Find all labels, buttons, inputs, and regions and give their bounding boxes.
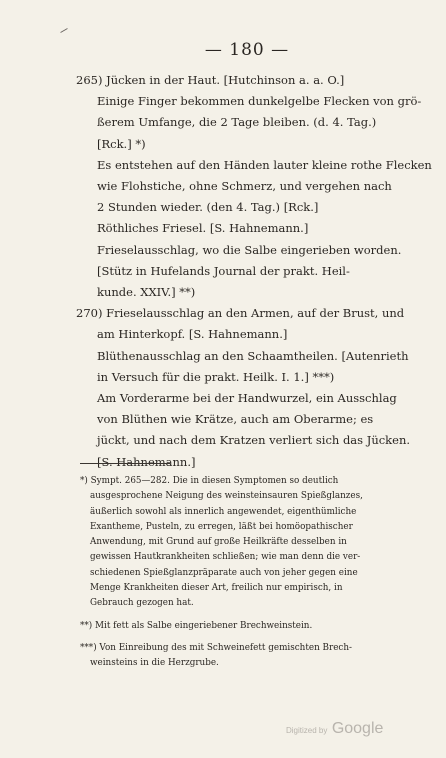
text-line: 270) Frieselausschlag an den Armen, auf der Brust, und — [76, 306, 405, 321]
footnote-line: weinsteins in die Herzgrube. — [90, 658, 219, 669]
text-line: von Blüthen wie Krätze, auch am Oberarme; es — [97, 412, 374, 427]
footnote-line: gewissen Hautkrankheiten schließen; wie man denn die ver- — [90, 552, 361, 563]
text-line: Einige Finger bekommen dunkelgelbe Flecken von grö- — [97, 94, 422, 109]
entry — [78, 155, 432, 219]
text-line: kunde. XXIV.] **) — [97, 285, 196, 300]
footnote-line: Anwendung, mit Grund auf große Heilkräfte desselben in — [90, 537, 347, 548]
footnote-line: ausgesprochene Neigung des weinsteinsauren Spießglanzes, — [90, 491, 363, 502]
stray-pencil-mark — [60, 28, 67, 33]
page-number: — 180 — — [204, 40, 290, 60]
footnote-line: **) Mit fett als Salbe eingeriebener Brechweinstein. — [80, 620, 313, 631]
text-line: Es entstehen auf den Händen lauter kleine rothe Flecken — [97, 157, 432, 172]
text-line: 2 Stunden wieder. (den 4. Tag.) [Rck.] — [97, 200, 319, 215]
text-line: [Rck.] *) — [97, 136, 146, 151]
watermark-prefix: Digitized by — [286, 726, 328, 735]
entry — [78, 388, 411, 473]
text-line: wie Flohstiche, ohne Schmerz, und vergehen nach — [97, 179, 392, 194]
entry — [78, 218, 408, 239]
entry — [78, 240, 408, 304]
footnote-line: äußerlich sowohl als innerlich angewendet, eigenthümliche — [90, 506, 357, 517]
footnote-line: ***) Von Einreibung des mit Schweinefett gemischten Brech- — [80, 642, 352, 653]
text-line: Am Vorderarme bei der Handwurzel, ein Ausschlag — [97, 391, 397, 406]
text-line: Röthliches Friesel. [S. Hahnemann.] — [97, 221, 309, 236]
footnote-line: Exantheme, Pusteln, zu erregen, läßt bei homöopathischer — [90, 521, 353, 532]
footnote-1 — [80, 474, 410, 612]
text-line: [S. Hahnemann.] — [97, 454, 196, 469]
footnote-line: Gebrauch gezogen hat. — [90, 598, 194, 609]
digitized-by-google-watermark — [286, 720, 383, 738]
text-line: [Stütz in Hufelands Journal der prakt. Heil- — [97, 263, 350, 278]
text-line: 265) Jücken in der Haut. [Hutchinson a. a. O.] — [76, 73, 345, 87]
footnote-line: schiedenen Spießglanzpräparate auch von jeher gegen eine — [90, 567, 358, 578]
text-line: am Hinterkopf. [S. Hahnemann.] — [97, 327, 288, 342]
watermark-logo-text: Google — [331, 720, 384, 737]
footnote-2 — [80, 619, 410, 634]
text-line: Frieselausschlag, wo die Salbe eingerieben worden. — [97, 242, 402, 257]
footnote-line: Menge Krankheiten dieser Art, freilich nur empirisch, in — [90, 583, 343, 594]
text-line: jückt, und nach dem Kratzen verliert sich das Jücken. — [97, 433, 411, 448]
footnote-divider — [80, 463, 170, 464]
footnotes — [80, 474, 410, 679]
text-line: in Versuch für die prakt. Heilk. I. 1.] ***) — [97, 369, 335, 384]
entry-270 — [78, 303, 408, 345]
entry-265 — [76, 70, 422, 155]
text-line: Blüthenausschlag an den Schaamtheilen. [Autenrieth — [97, 348, 409, 363]
footnote-line: *) Sympt. 265—282. Die in diesen Symptomen so deutlich — [80, 476, 339, 486]
text-line: ßerem Umfange, die 2 Tage bleiben. (d. 4. Tag.) — [97, 115, 377, 130]
footnote-3 — [80, 641, 410, 672]
main-text — [76, 70, 432, 473]
entry — [78, 346, 408, 388]
